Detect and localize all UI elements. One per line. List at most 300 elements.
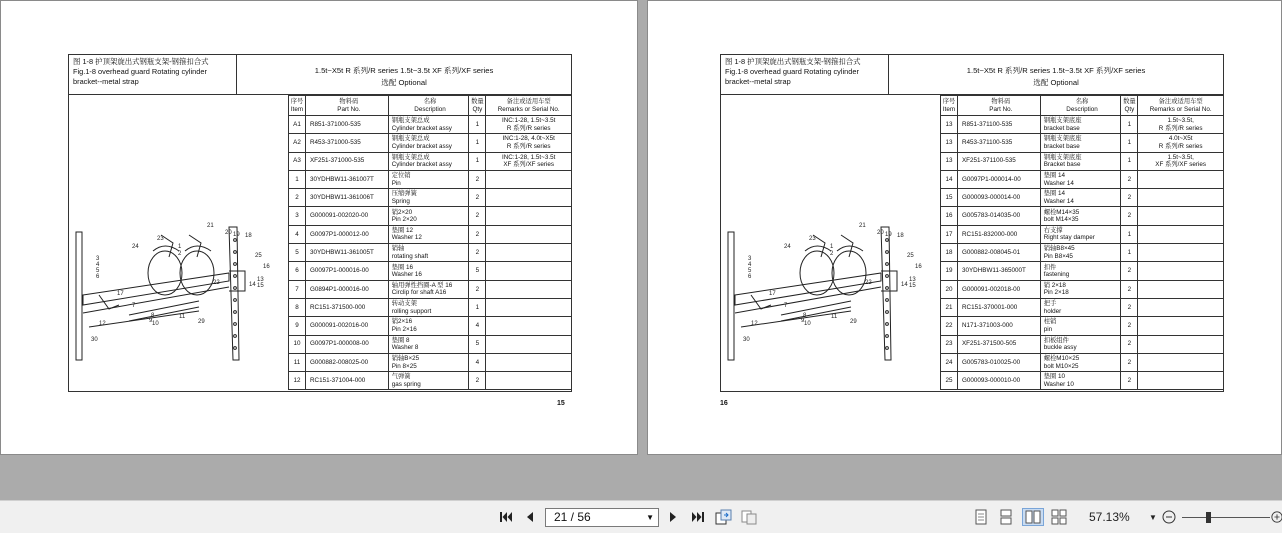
table-row — [289, 244, 572, 262]
pdf-page-right — [647, 0, 1282, 455]
table-row — [289, 116, 572, 134]
zoom-slider-thumb[interactable] — [1206, 512, 1211, 523]
figure-title-box — [721, 55, 889, 95]
table-row — [289, 189, 572, 207]
description-cell: 钢瓶支架底座 bracket base — [1040, 116, 1121, 134]
table-row — [289, 152, 572, 170]
description-cell: 螺栓M14×35 bolt M14×35 — [1040, 207, 1121, 225]
callout-label: 18 — [897, 233, 904, 239]
remarks-cell — [1138, 262, 1224, 280]
callout-label: 4 — [96, 262, 100, 268]
zoom-level: 57.13% — [1089, 510, 1130, 524]
description-cell: 垫圈 12 Washer 12 — [388, 225, 469, 243]
figure-frame — [68, 54, 572, 392]
description-cell: 钢瓶支架总成 Cylinder bracket assy — [388, 152, 469, 170]
part-number-cell: N171-371003-000 — [957, 317, 1040, 335]
qty-cell: 4 — [469, 317, 486, 335]
figure-title-en: Fig.1-8 overhead guard Rotating cylinder — [725, 67, 859, 76]
description-cell: 销2×16 Pin 2×16 — [388, 317, 469, 335]
qty-cell: 2 — [1121, 335, 1138, 353]
item-cell: 25 — [941, 372, 958, 390]
qty-cell: 1 — [469, 116, 486, 134]
remarks-cell — [1138, 280, 1224, 298]
remarks-cell — [1138, 335, 1224, 353]
item-cell: 13 — [941, 116, 958, 134]
part-number-cell: R851-371000-535 — [305, 116, 388, 134]
table-row — [289, 280, 572, 298]
part-number-cell: XF251-371100-535 — [957, 152, 1040, 170]
callout-label: 7 — [132, 303, 136, 309]
series-box — [889, 55, 1223, 95]
table-row — [289, 134, 572, 152]
qty-cell: 1 — [1121, 244, 1138, 262]
table-row — [289, 353, 572, 371]
item-cell: 8 — [289, 298, 306, 316]
remarks-cell: 4.0t~X5t R 系列/R series — [1138, 134, 1224, 152]
page-number-value: 21 / 56 — [554, 510, 591, 524]
item-cell: 24 — [941, 353, 958, 371]
callout-label: 4 — [748, 262, 752, 268]
table-row — [289, 262, 572, 280]
two-page-view-button[interactable] — [1022, 508, 1044, 526]
exploded-view-drawing — [721, 95, 940, 392]
description-cell: 垫圈 10 Washer 10 — [1040, 372, 1121, 390]
callout-label: 12 — [751, 321, 758, 327]
callout-label: 8 — [151, 313, 155, 319]
part-number-cell: G000882-008045-01 — [957, 244, 1040, 262]
callout-label: 14 — [901, 282, 908, 288]
callout-label: 11 — [179, 314, 186, 320]
remarks-cell — [1138, 170, 1224, 188]
callout-label: 8 — [803, 313, 807, 319]
print-pages-button[interactable] — [739, 508, 759, 526]
qty-cell: 2 — [469, 372, 486, 390]
remarks-cell — [1138, 353, 1224, 371]
export-page-icon — [715, 509, 733, 525]
remarks-cell: INC:1-28, 1.5t~3.5t XF 系列/XF series — [486, 152, 572, 170]
two-page-icon — [1025, 510, 1041, 524]
two-page-continuous-icon — [1051, 509, 1067, 525]
next-page-button[interactable] — [665, 508, 681, 526]
zoom-out-icon — [1162, 510, 1176, 524]
callout-label: 7 — [784, 303, 788, 309]
last-page-button[interactable] — [689, 508, 707, 526]
callout-label: 22 — [865, 280, 872, 286]
callout-label: 15 — [909, 283, 916, 289]
item-cell: 15 — [941, 189, 958, 207]
qty-cell: 2 — [1121, 189, 1138, 207]
callout-label: 22 — [213, 280, 220, 286]
qty-cell: 2 — [469, 244, 486, 262]
item-cell: 19 — [941, 262, 958, 280]
exploded-view-drawing — [69, 95, 288, 392]
part-number-cell: G0097P1-000008-00 — [305, 335, 388, 353]
figure-title-cn: 图 1-8 护顶架旋出式钢瓶支架-钢箍扣合式 — [725, 57, 861, 66]
header-part-no: 物料码 Part No. — [957, 96, 1040, 116]
part-number-cell: G000091-002020-00 — [305, 207, 388, 225]
item-cell: 22 — [941, 317, 958, 335]
callout-label: 24 — [784, 244, 791, 250]
part-number-cell: 30YDHBW11-361007T — [305, 170, 388, 188]
part-number-cell: R453-371000-535 — [305, 134, 388, 152]
callout-label: 9 — [149, 318, 153, 324]
description-cell: 轴用弹性挡圈-A 型 16 Circlip for shaft A16 — [388, 280, 469, 298]
page-number: 15 — [557, 400, 565, 407]
qty-cell: 2 — [1121, 298, 1138, 316]
callout-label: 18 — [245, 233, 252, 239]
item-cell: A1 — [289, 116, 306, 134]
qty-cell: 4 — [469, 353, 486, 371]
callout-label: 20 — [877, 230, 884, 236]
qty-cell: 2 — [469, 189, 486, 207]
description-cell: 销轴B8×45 Pin B8×45 — [1040, 244, 1121, 262]
callout-label: 20 — [225, 230, 232, 236]
callout-label: 17 — [769, 291, 776, 297]
callout-label: 17 — [117, 291, 124, 297]
remarks-cell — [486, 353, 572, 371]
item-cell: 13 — [941, 134, 958, 152]
part-number-cell: G000093-000010-00 — [957, 372, 1040, 390]
part-number-cell: G0894P1-000016-00 — [305, 280, 388, 298]
callout-label: 13 — [257, 277, 264, 283]
description-cell: 钢瓶支架总成 Cylinder bracket assy — [388, 134, 469, 152]
qty-cell: 2 — [1121, 353, 1138, 371]
description-cell: 扣件 fastening — [1040, 262, 1121, 280]
item-cell: A3 — [289, 152, 306, 170]
callout-label: 11 — [831, 314, 838, 320]
description-cell: 销轴 rotating shaft — [388, 244, 469, 262]
header-description: 名称 Description — [1040, 96, 1121, 116]
two-page-continuous-button[interactable] — [1049, 508, 1069, 526]
qty-cell: 2 — [1121, 262, 1138, 280]
callout-label: 3 — [96, 256, 100, 262]
part-number-cell: G005783-014035-00 — [957, 207, 1040, 225]
callout-label: 16 — [263, 264, 270, 270]
header-remarks: 备注或适用车型 Remarks or Serial No. — [486, 96, 572, 116]
qty-cell: 1 — [1121, 116, 1138, 134]
callout-label: 15 — [257, 283, 264, 289]
callout-label: 5 — [748, 268, 752, 274]
remarks-cell — [486, 207, 572, 225]
part-number-cell: G000882-008025-00 — [305, 353, 388, 371]
table-row — [941, 317, 1224, 335]
description-cell: 定位销 Pin — [388, 170, 469, 188]
table-row — [941, 170, 1224, 188]
description-cell: 螺栓M10×25 bolt M10×25 — [1040, 353, 1121, 371]
qty-cell: 5 — [469, 335, 486, 353]
table-row — [941, 244, 1224, 262]
table-row — [941, 152, 1224, 170]
callout-label: 23 — [809, 236, 816, 242]
part-number-cell: XF251-371500-505 — [957, 335, 1040, 353]
item-cell: 23 — [941, 335, 958, 353]
item-cell: 17 — [941, 225, 958, 243]
item-cell: 20 — [941, 280, 958, 298]
description-cell: 把手 holder — [1040, 298, 1121, 316]
table-row — [289, 335, 572, 353]
qty-cell: 2 — [1121, 280, 1138, 298]
table-row — [941, 207, 1224, 225]
figure-frame — [720, 54, 1224, 392]
qty-cell: 2 — [1121, 372, 1138, 390]
table-row — [289, 317, 572, 335]
callout-label: 25 — [255, 253, 262, 259]
continuous-view-button[interactable] — [998, 508, 1014, 526]
qty-cell: 1 — [469, 298, 486, 316]
part-number-cell: 30YDHBW11-361005T — [305, 244, 388, 262]
item-cell: 6 — [289, 262, 306, 280]
qty-cell: 1 — [1121, 134, 1138, 152]
part-number-cell: G0097P1-000014-00 — [957, 170, 1040, 188]
item-cell: 1 — [289, 170, 306, 188]
series-text: 1.5t~X5t R 系列/R series 1.5t~3.5t XF 系列/XF series — [966, 66, 1146, 75]
remarks-cell — [486, 189, 572, 207]
zoom-in-icon — [1271, 510, 1282, 524]
item-cell: 4 — [289, 225, 306, 243]
header-qty: 数量 Qty — [469, 96, 486, 116]
remarks-cell — [486, 170, 572, 188]
table-row — [941, 189, 1224, 207]
remarks-cell — [486, 280, 572, 298]
callout-label: 24 — [132, 244, 139, 250]
export-page-button[interactable] — [714, 508, 734, 526]
item-cell: 18 — [941, 244, 958, 262]
figure-title-box — [69, 55, 237, 95]
remarks-cell: 1.5t~3.5t, XF 系列/XF series — [1138, 152, 1224, 170]
qty-cell: 1 — [1121, 152, 1138, 170]
remarks-cell — [1138, 189, 1224, 207]
table-header-row — [289, 96, 572, 116]
table-row — [941, 116, 1224, 134]
single-page-view-button[interactable] — [973, 508, 989, 526]
callout-label: 25 — [907, 253, 914, 259]
callout-label: 6 — [748, 274, 752, 280]
item-cell: 12 — [289, 372, 306, 390]
header-part-no: 物料码 Part No. — [305, 96, 388, 116]
first-page-icon — [499, 511, 513, 523]
parts-table — [288, 95, 572, 390]
qty-cell: 1 — [1121, 225, 1138, 243]
table-row — [941, 134, 1224, 152]
remarks-cell — [486, 317, 572, 335]
description-cell: 钢瓶支架底座 Bracket base — [1040, 152, 1121, 170]
item-cell: 3 — [289, 207, 306, 225]
part-number-cell: RC151-371004-000 — [305, 372, 388, 390]
description-cell: 钢瓶支架底座 bracket base — [1040, 134, 1121, 152]
qty-cell: 2 — [1121, 170, 1138, 188]
callout-label: 19 — [233, 232, 240, 238]
table-row — [289, 207, 572, 225]
part-number-cell: XF251-371000-535 — [305, 152, 388, 170]
item-cell: A2 — [289, 134, 306, 152]
next-page-icon — [668, 511, 678, 523]
remarks-cell — [486, 244, 572, 262]
part-number-cell: 30YDHBW11-365000T — [957, 262, 1040, 280]
figure-title-en-2: bracket--metal strap — [73, 77, 139, 86]
optional-text: 选配 Optional — [1033, 78, 1079, 87]
callout-label: 6 — [96, 274, 100, 280]
table-row — [941, 353, 1224, 371]
part-number-cell: G0097P1-000012-00 — [305, 225, 388, 243]
item-cell: 14 — [941, 170, 958, 188]
description-cell: 转动支架 rolling support — [388, 298, 469, 316]
remarks-cell: INC:1-28, 4.0t~X5t R 系列/R series — [486, 134, 572, 152]
description-cell: 气弹簧 gas spring — [388, 372, 469, 390]
item-cell: 9 — [289, 317, 306, 335]
header-qty: 数量 Qty — [1121, 96, 1138, 116]
figure-title-en-2: bracket--metal strap — [725, 77, 791, 86]
qty-cell: 1 — [469, 134, 486, 152]
part-number-cell: R851-371100-535 — [957, 116, 1040, 134]
part-number-cell: R453-371100-535 — [957, 134, 1040, 152]
callout-label: 16 — [915, 264, 922, 270]
callout-label: 12 — [99, 321, 106, 327]
previous-page-button[interactable] — [522, 508, 538, 526]
page-number: 16 — [720, 400, 728, 407]
description-cell: 销轴B×25 Pin 8×25 — [388, 353, 469, 371]
header-item: 序号 Item — [289, 96, 306, 116]
table-row — [289, 298, 572, 316]
qty-cell: 2 — [469, 225, 486, 243]
table-row — [941, 225, 1224, 243]
description-cell: 扣板组件 buckle assy — [1040, 335, 1121, 353]
parts-table — [940, 95, 1224, 390]
item-cell: 5 — [289, 244, 306, 262]
remarks-cell: INC:1-28, 1.5t~3.5t R 系列/R series — [486, 116, 572, 134]
callout-label: 21 — [859, 223, 866, 229]
callout-label: 14 — [249, 282, 256, 288]
table-row — [941, 280, 1224, 298]
description-cell: 柱销 pin — [1040, 317, 1121, 335]
part-number-cell: G005783-010025-00 — [957, 353, 1040, 371]
callout-label: 1 — [830, 244, 834, 250]
continuous-page-icon — [1000, 509, 1012, 525]
description-cell: 垫圈 14 Washer 14 — [1040, 189, 1121, 207]
callout-label: 1 — [178, 244, 182, 250]
table-row — [289, 225, 572, 243]
table-row — [941, 372, 1224, 390]
table-row — [941, 335, 1224, 353]
qty-cell: 2 — [1121, 317, 1138, 335]
part-number-cell: RC151-370001-000 — [957, 298, 1040, 316]
description-cell: 垫圈 8 Washer 8 — [388, 335, 469, 353]
part-number-cell: 30YDHBW11-361006T — [305, 189, 388, 207]
qty-cell: 5 — [469, 262, 486, 280]
part-number-cell: G000091-002016-00 — [305, 317, 388, 335]
table-row — [941, 298, 1224, 316]
remarks-cell — [486, 372, 572, 390]
callout-label: 23 — [157, 236, 164, 242]
figure-title-en: Fig.1-8 overhead guard Rotating cylinder — [73, 67, 207, 76]
description-cell: 销2×20 Pin 2×20 — [388, 207, 469, 225]
pdf-page-left — [0, 0, 638, 455]
callout-label: 29 — [850, 319, 857, 325]
item-cell: 7 — [289, 280, 306, 298]
qty-cell: 2 — [469, 207, 486, 225]
part-number-cell: G000091-002018-00 — [957, 280, 1040, 298]
series-box — [237, 55, 571, 95]
remarks-cell — [1138, 317, 1224, 335]
callout-label: 30 — [91, 337, 98, 343]
header-remarks: 备注或适用车型 Remarks or Serial No. — [1138, 96, 1224, 116]
zoom-out-button[interactable] — [1161, 508, 1177, 526]
table-row — [941, 262, 1224, 280]
item-cell: 2 — [289, 189, 306, 207]
callout-label: 9 — [801, 318, 805, 324]
series-text: 1.5t~X5t R 系列/R series 1.5t~3.5t XF 系列/XF series — [314, 66, 494, 75]
item-cell: 21 — [941, 298, 958, 316]
table-row — [289, 170, 572, 188]
qty-cell: 2 — [469, 280, 486, 298]
qty-cell: 2 — [469, 170, 486, 188]
part-number-cell: RC151-371500-000 — [305, 298, 388, 316]
description-cell: 压缩弹簧 Spring — [388, 189, 469, 207]
item-cell: 13 — [941, 152, 958, 170]
part-number-cell: RC151-832000-000 — [957, 225, 1040, 243]
callout-label: 2 — [830, 251, 834, 257]
first-page-button[interactable] — [497, 508, 515, 526]
pages-icon — [740, 509, 758, 525]
header-item: 序号 Item — [941, 96, 958, 116]
callout-label: 5 — [96, 268, 100, 274]
callout-label: 10 — [804, 321, 811, 327]
item-cell: 11 — [289, 353, 306, 371]
remarks-cell — [1138, 372, 1224, 390]
callout-label: 19 — [885, 232, 892, 238]
remarks-cell — [1138, 244, 1224, 262]
callout-label: 29 — [198, 319, 205, 325]
remarks-cell — [486, 262, 572, 280]
qty-cell: 2 — [1121, 207, 1138, 225]
description-cell: 销 2×18 Pin 2×18 — [1040, 280, 1121, 298]
callout-label: 30 — [743, 337, 750, 343]
item-cell: 10 — [289, 335, 306, 353]
optional-text: 选配 Optional — [381, 78, 427, 87]
remarks-cell — [1138, 298, 1224, 316]
bottom-toolbar — [0, 500, 1282, 533]
part-number-cell: G0097P1-000016-00 — [305, 262, 388, 280]
last-page-icon — [691, 511, 705, 523]
zoom-dropdown-icon[interactable]: ▼ — [1149, 512, 1157, 522]
callout-label: 21 — [207, 223, 214, 229]
qty-cell: 1 — [469, 152, 486, 170]
description-cell: 右支撑 Right stay damper — [1040, 225, 1121, 243]
single-page-icon — [975, 509, 987, 525]
callout-label: 10 — [152, 321, 159, 327]
remarks-cell: 1.5t~3.5t, R 系列/R series — [1138, 116, 1224, 134]
chevron-down-icon[interactable]: ▼ — [646, 513, 654, 522]
remarks-cell — [486, 298, 572, 316]
previous-page-icon — [525, 511, 535, 523]
zoom-slider-track[interactable] — [1182, 517, 1270, 518]
zoom-in-button[interactable] — [1271, 508, 1282, 526]
page-number-input[interactable] — [545, 508, 659, 527]
description-cell: 垫圈 14 Washer 14 — [1040, 170, 1121, 188]
remarks-cell — [1138, 207, 1224, 225]
description-cell: 垫圈 16 Washer 16 — [388, 262, 469, 280]
table-header-row — [941, 96, 1224, 116]
callout-label: 2 — [178, 251, 182, 257]
figure-title-cn: 图 1-8 护顶架旋出式钢瓶支架-钢箍扣合式 — [73, 57, 209, 66]
table-row — [289, 372, 572, 390]
part-number-cell: G000093-000014-00 — [957, 189, 1040, 207]
item-cell: 16 — [941, 207, 958, 225]
header-description: 名称 Description — [388, 96, 469, 116]
callout-label: 3 — [748, 256, 752, 262]
callout-label: 13 — [909, 277, 916, 283]
remarks-cell — [1138, 225, 1224, 243]
description-cell: 钢瓶支架总成 Cylinder bracket assy — [388, 116, 469, 134]
